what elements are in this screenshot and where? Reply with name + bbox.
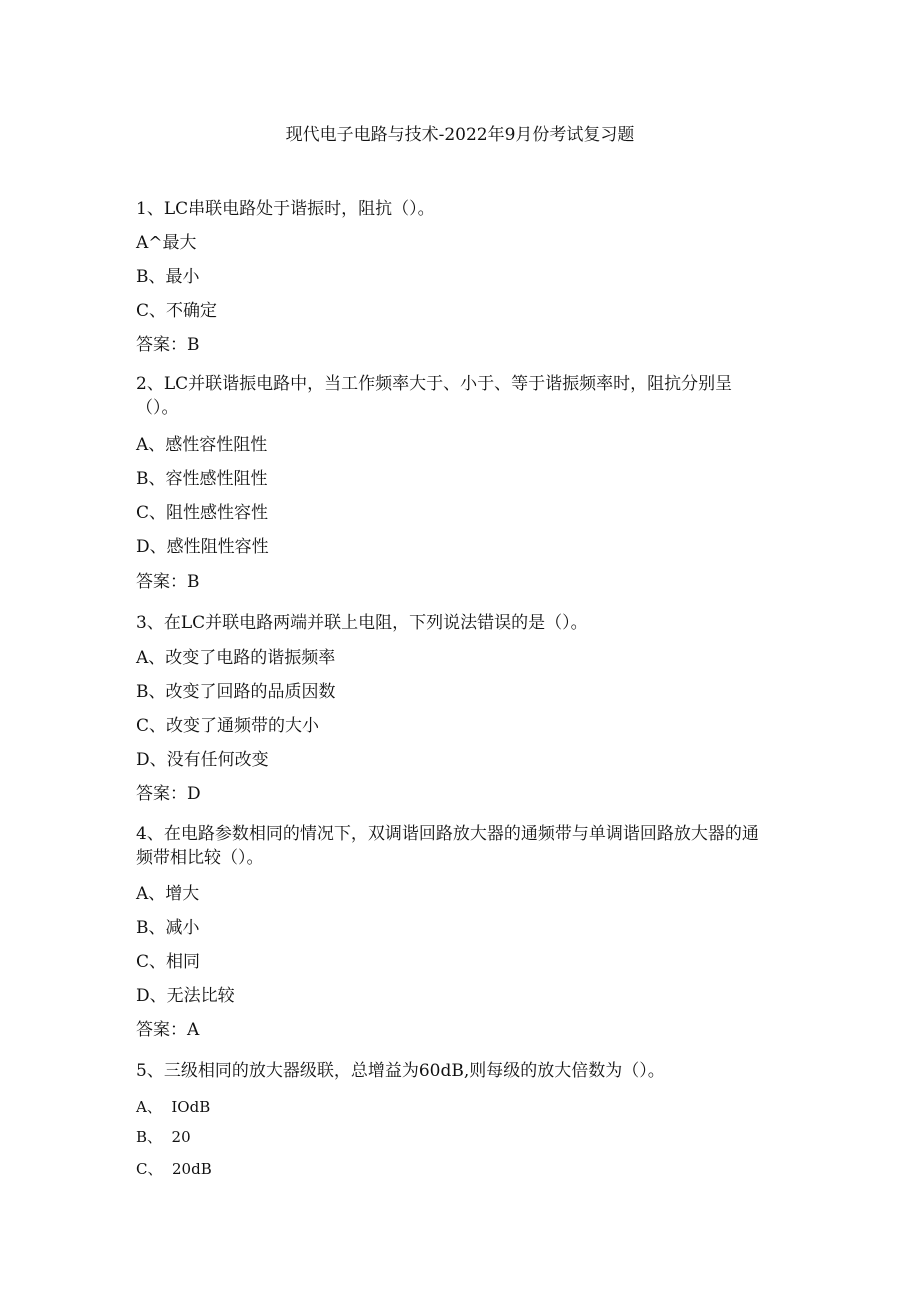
question-2-option-c: C、阻性感性容性: [136, 503, 269, 523]
question-1-option-a: A^最大: [136, 233, 197, 253]
question-2-option-d: D、感性阻性容性: [136, 537, 269, 557]
question-1-option-c: C、不确定: [136, 301, 218, 321]
question-5-option-b: B、 20: [136, 1128, 191, 1146]
question-5-option-c: C、 20dB: [136, 1160, 212, 1178]
question-2-stem: 2、LC并联谐振电路中，当工作频率大于、小于、等于谐振频率时，阻抗分别呈（）。: [136, 374, 733, 418]
question-2-answer: 答案：B: [136, 572, 200, 592]
question-3-option-d: D、没有任何改变: [136, 750, 269, 770]
question-5-stem: 5、三级相同的放大器级联，总增益为60dB,则每级的放大倍数为（）。: [136, 1061, 665, 1081]
question-1-answer: 答案：B: [136, 335, 200, 355]
question-4-answer: 答案：A: [136, 1020, 200, 1040]
question-2-option-b: B、容性感性阻性: [136, 469, 268, 489]
question-1-option-b: B、最小: [136, 267, 200, 287]
question-5-option-a: A、 IOdB: [136, 1098, 211, 1116]
document-title: 现代电子电路与技术-2022年9月份考试复习题: [285, 125, 635, 145]
question-4-stem: 4、在电路参数相同的情况下，双调谐回路放大器的通频带与单调谐回路放大器的通频带相比较（）。: [136, 824, 759, 868]
question-4-option-b: B、减小: [136, 918, 200, 938]
question-4-option-a: A、增大: [136, 884, 200, 904]
question-2-option-a: A、感性容性阻性: [136, 435, 268, 455]
question-1-stem: 1、LC串联电路处于谐振时，阻抗（）。: [136, 199, 435, 219]
question-3-answer: 答案：D: [136, 784, 201, 804]
question-4-option-d: D、无法比较: [136, 986, 235, 1006]
question-4-option-c: C、相同: [136, 952, 201, 972]
question-3-option-b: B、改变了回路的品质因数: [136, 682, 336, 702]
question-3-option-c: C、改变了通频带的大小: [136, 716, 320, 736]
question-3-option-a: A、改变了电路的谐振频率: [136, 648, 336, 668]
question-3-stem: 3、在LC并联电路两端并联上电阻，下列说法错误的是（）。: [136, 613, 588, 633]
